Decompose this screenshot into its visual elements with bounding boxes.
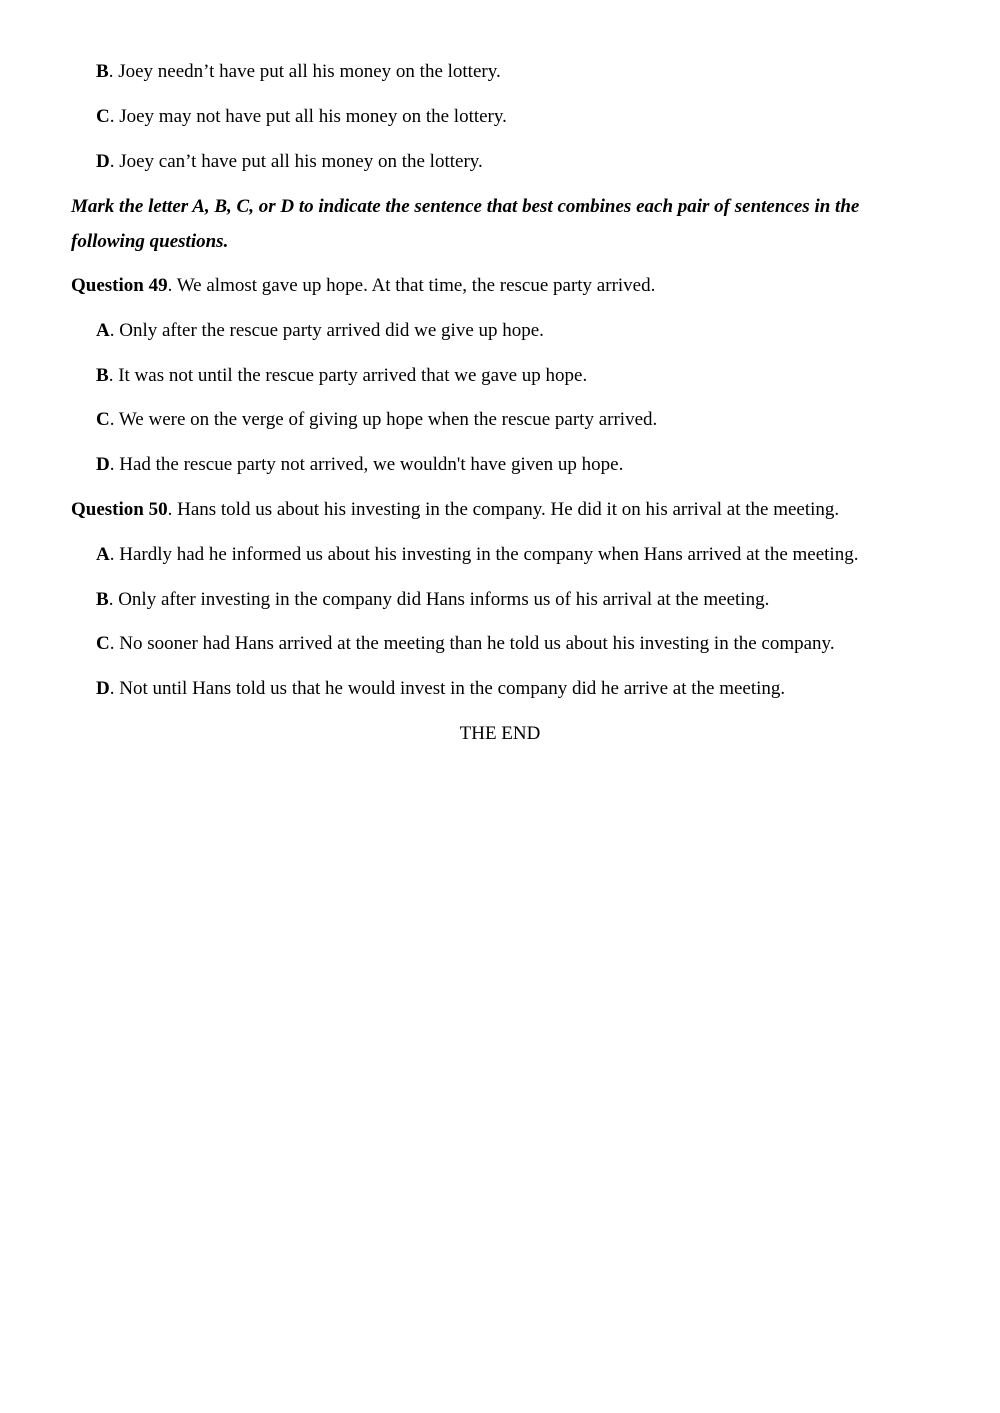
prev-option-c [96, 107, 507, 126]
q49-option-d [96, 455, 623, 474]
question-label: Question 50 [71, 499, 168, 520]
option-text: . Joey may not have put all his money on the lottery. [109, 106, 507, 127]
option-text: . It was not until the rescue party arrived that we gave up hope. [108, 365, 588, 386]
option-letter: A [96, 544, 110, 565]
end-marker: THE END [459, 723, 541, 744]
option-text: . Joey can’t have put all his money on the lottery. [109, 151, 483, 172]
question-label: Question 49 [71, 275, 168, 296]
option-text: . Only after investing in the company did Hans informs us of his arrival at the meeting. [108, 589, 770, 610]
option-letter: C [96, 633, 110, 654]
option-text: . Only after the rescue party arrived did we give up hope. [109, 320, 544, 341]
prev-option-b [96, 62, 501, 81]
q50-option-c [96, 634, 835, 653]
option-text: . Joey needn’t have put all his money on the lottery. [108, 61, 501, 82]
instruction-line-2: following questions. [71, 231, 229, 252]
q50-option-a [96, 545, 858, 564]
question-text: . We almost gave up hope. At that time, the rescue party arrived. [167, 275, 656, 296]
q49-option-c [96, 410, 657, 429]
option-letter: A [96, 320, 110, 341]
option-letter: B [96, 589, 109, 610]
option-text: . We were on the verge of giving up hope when the rescue party arrived. [109, 409, 658, 430]
q50-option-d [96, 679, 785, 698]
option-letter: C [96, 106, 110, 127]
q49-option-b [96, 366, 587, 385]
option-text: . Had the rescue party not arrived, we wouldn't have given up hope. [109, 454, 624, 475]
option-letter: D [96, 151, 110, 172]
option-letter: B [96, 61, 109, 82]
question-text: . Hans told us about his investing in the company. He did it on his arrival at the meeting. [167, 499, 840, 520]
option-letter: D [96, 454, 110, 475]
q50-option-b [96, 590, 769, 609]
option-letter: C [96, 409, 110, 430]
instruction-line-1: Mark the letter A, B, C, or D to indicate the sentence that best combines each pair of sentences in the [71, 196, 860, 217]
question-49 [71, 276, 655, 295]
option-text: . Hardly had he informed us about his investing in the company when Hans arrived at the meeting. [109, 544, 859, 565]
prev-option-d [96, 152, 483, 171]
option-text: . No sooner had Hans arrived at the meeting than he told us about his investing in the company. [109, 633, 835, 654]
option-letter: B [96, 365, 109, 386]
option-letter: D [96, 678, 110, 699]
option-text: . Not until Hans told us that he would invest in the company did he arrive at the meeting. [109, 678, 786, 699]
question-50 [71, 500, 839, 519]
q49-option-a [96, 321, 544, 340]
